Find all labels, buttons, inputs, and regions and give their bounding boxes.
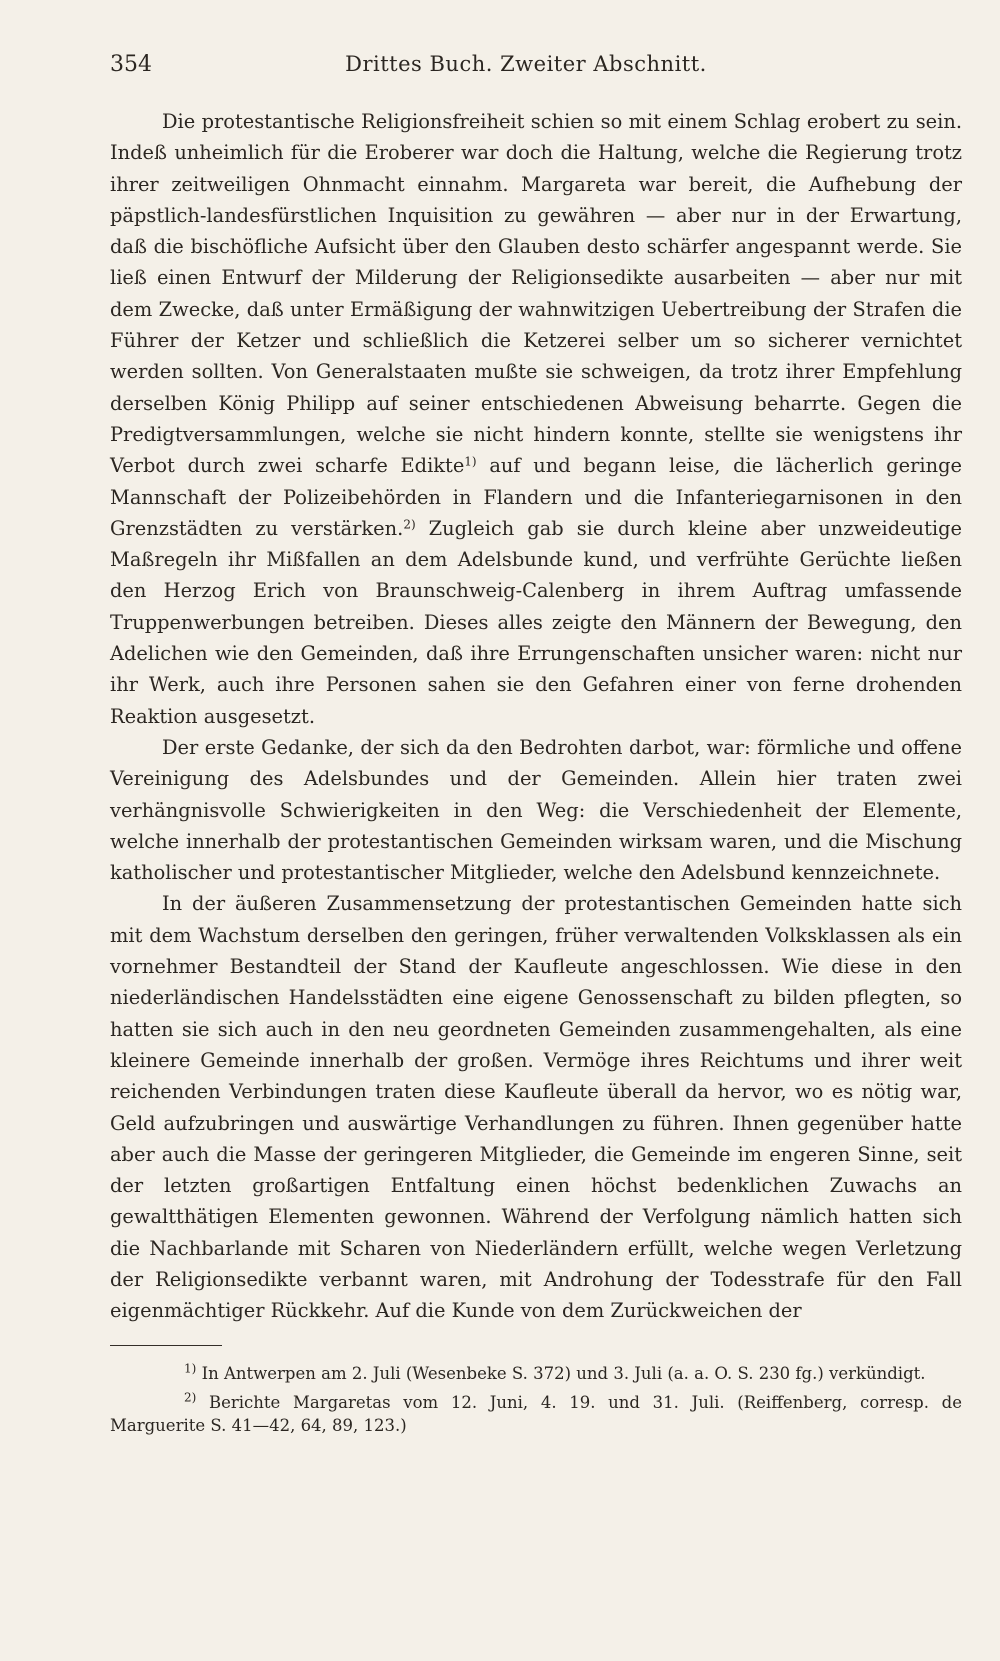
paragraph-1 — [110, 106, 962, 732]
running-head: Drittes Buch. Zweiter Abschnitt. — [345, 52, 707, 76]
paragraph-2: Der erste Gedanke, der sich da den Bedrohten darbot, war: förmliche und offene Vereinigung des Adelsbundes und der Gemeinden. Allein hier traten zwei verhängnisvolle Schwierigkeiten in den Weg: die Verschiedenheit der Elemente, welche innerhalb der protestantischen Gemeinden wirksam waren, und die Mischung katholischer und protestantischer Mitglieder, welche den Adelsbund kennzeichnete. — [110, 735, 962, 885]
footnote-2-marker: 2) — [184, 1389, 197, 1404]
page-header — [110, 52, 962, 92]
paragraph-1-part-a: Die protestantische Religionsfreiheit schien so mit einem Schlag erobert zu sein. Indeß unheimlich für die Eroberer war doch die Haltung, welche die Regierung trotz ihrer zeitweiligen Ohnmacht einnahm. Margareta war bereit, die Aufhebung der päpstlich-landesfürstlichen Inquisition zu gewähren — aber nur in der Erwartung, daß die bischöfliche Aufsicht über den Glauben desto schärfer angespannt werde. Sie ließ einen Entwurf der Milderung der Religionsedikte ausarbeiten — aber nur mit dem Zwecke, daß unter Ermäßigung der wahnwitzigen Uebertreibung der Strafen die Führer der Ketzer und schließlich die Ketzerei selber um so sicherer vernichtet werden sollten. Von Generalstaaten mußte sie schweigen, da trotz ihrer Empfehlung derselben König Philipp auf seiner entschiedenen Abweisung beharrte. Gegen die Predigtversammlungen, welche sie nicht hindern konnte, stellte sie wenigstens ihr Verbot durch zwei scharfe Edikte — [110, 110, 962, 478]
paragraph-3: In der äußeren Zusammensetzung der protestantischen Gemeinden hatte sich mit dem Wachstum derselben den geringen, früher verwaltenden Volksklassen als ein vornehmer Bestandteil der Stand der Kaufleute angeschlossen. Wie diese in den niederländischen Handelsstädten eine eigene Genossenschaft zu bilden pflegten, so hatten sie sich auch in den neu geordneten Gemeinden zusammengehalten, als eine kleinere Gemeinde innerhalb der großen. Vermöge ihres Reichtums und ihrer weit reichenden Verbindungen traten diese Kaufleute überall da hervor, wo es nötig war, Geld aufzubringen und auswärtige Verhandlungen zu führen. Ihnen gegenüber hatte aber auch die Masse der geringeren Mitglieder, die Gemeinde im engeren Sinne, seit der letzten großartigen Entfaltung einen höchst bedenklichen Zuwachs an gewaltthätigen Elementen gewonnen. Während der Verfolgung nämlich hatten sich die Nachbarlande mit Scharen von Niederländern erfüllt, welche wegen Verletzung der Religionsedikte verbannt waren, mit Androhung der Todesstrafe für den Fall eigenmächtiger Rückkehr. Auf die Kunde von dem Zurückweichen der — [110, 892, 962, 1323]
footnote-2 — [110, 1391, 962, 1437]
footnote-1 — [110, 1362, 962, 1385]
footnote-1-marker: 1) — [184, 1360, 197, 1375]
footnotes — [110, 1362, 962, 1437]
body-text — [110, 106, 962, 1327]
footnote-ref-1: 1) — [464, 454, 477, 469]
footnote-2-text: Berichte Margaretas vom 12. Juni, 4. 19. und 31. Juli. (Reiffenberg, corresp. de Marguerite S. 41—42, 64, 89, 123.) — [110, 1392, 962, 1435]
footnote-ref-2: 2) — [403, 517, 416, 532]
footnote-1-text: In Antwerpen am 2. Juli (Wesenbeke S. 372) und 3. Juli (a. a. O. S. 230 fg.) verkündigt. — [196, 1363, 926, 1383]
paragraph-1-part-b: auf und begann leise, die lächerlich geringe Mannschaft der Polizeibehörden in Flandern und die Infanteriegarnisonen in den Grenzstädten zu verstärken. — [110, 454, 963, 540]
paragraph-1-part-c: Zugleich gab sie durch kleine aber unzweideutige Maßregeln ihr Mißfallen an dem Adelsbunde kund, und verfrühte Gerüchte ließen den Herzog Erich von Braunschweig-Calenberg in ihrem Auftrag umfassende Truppenwerbungen betreiben. Dieses alles zeigte den Männern der Bewegung, den Adelichen wie den Gemeinden, daß ihre Errungenschaften unsicher waren: nicht nur ihr Werk, auch ihre Personen sahen sie den Gefahren einer von ferne drohenden Reaktion ausgesetzt. — [110, 516, 962, 728]
page-number: 354 — [110, 52, 152, 77]
footnote-divider — [110, 1345, 222, 1346]
